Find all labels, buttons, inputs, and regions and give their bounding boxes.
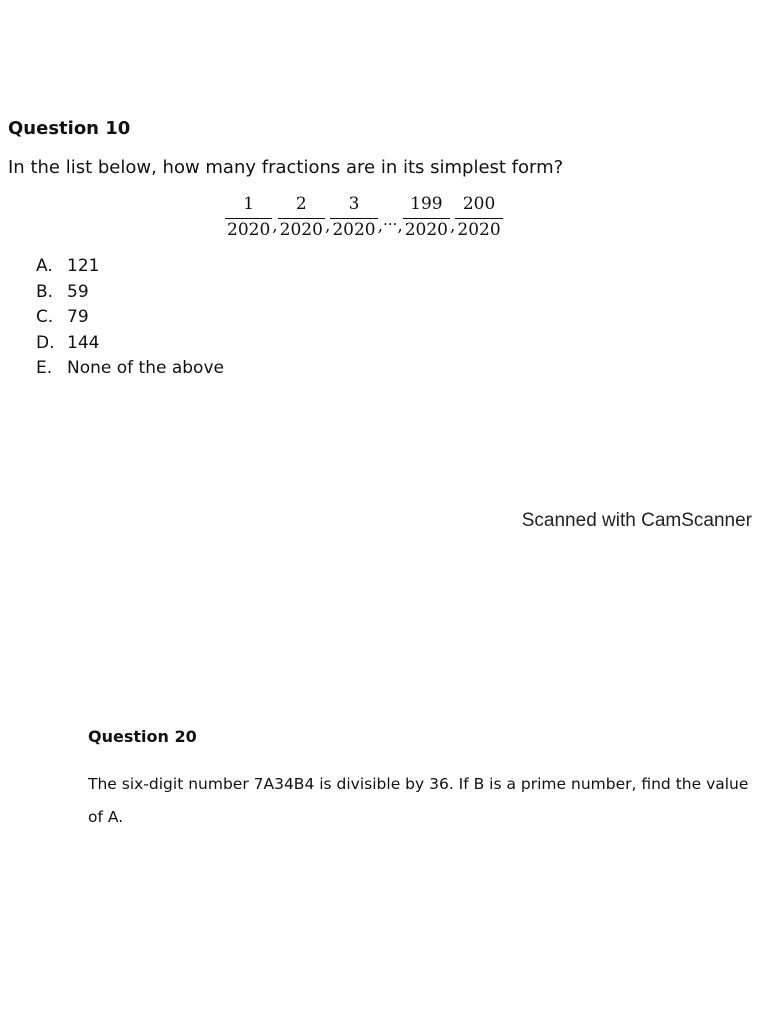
fraction xyxy=(403,193,450,241)
answer-option-e xyxy=(36,356,224,382)
fraction-numerator: 1 xyxy=(243,194,255,214)
option-text: 144 xyxy=(67,332,100,353)
fraction-list xyxy=(225,193,503,241)
option-letter: E. xyxy=(36,358,53,378)
fraction-separator: , xyxy=(377,216,384,236)
fraction-denominator: 2020 xyxy=(227,220,271,240)
option-text: 79 xyxy=(67,307,89,327)
fraction-denominator: 2020 xyxy=(404,220,448,240)
option-letter: D. xyxy=(36,332,55,353)
option-letter: C. xyxy=(36,307,54,327)
fraction-separator: , xyxy=(397,216,403,236)
question-20-title: Question 20 xyxy=(88,727,197,746)
question-20-text: The six-digit number 7A34B4 is divisible by 36. If B is a prime number, find the value of A. xyxy=(88,775,749,826)
question-10-prompt: In the list below, how many fractions are in its simplest form? xyxy=(8,157,564,178)
fraction-numerator: 200 xyxy=(462,194,496,214)
option-text: None of the above xyxy=(67,358,224,378)
camscanner-watermark: Scanned with CamScanner xyxy=(521,510,752,531)
answer-option-d xyxy=(36,331,224,357)
option-letter: B. xyxy=(36,281,54,302)
fraction-denominator: 2020 xyxy=(332,220,376,240)
fraction-separator: , xyxy=(450,216,456,236)
fraction-numerator: 199 xyxy=(410,194,443,214)
fraction-separator: , xyxy=(272,216,278,236)
fraction-denominator: 2020 xyxy=(457,220,501,240)
fraction-separator: , xyxy=(324,216,331,236)
option-letter: A. xyxy=(36,256,53,276)
answer-option-a xyxy=(36,254,224,280)
option-text: 59 xyxy=(67,281,89,302)
fraction-numerator: 3 xyxy=(348,194,360,214)
fraction xyxy=(225,193,272,241)
answer-option-c xyxy=(36,305,224,331)
fraction xyxy=(330,193,377,241)
answer-options xyxy=(36,254,224,382)
fraction xyxy=(455,193,502,241)
fraction-numerator: 2 xyxy=(295,194,307,214)
fraction-ellipsis: ... xyxy=(383,211,398,229)
question-10-title: Question 10 xyxy=(8,118,131,139)
option-text: 121 xyxy=(67,256,100,276)
fraction-denominator: 2020 xyxy=(279,220,323,240)
fraction xyxy=(278,193,325,241)
answer-option-b xyxy=(36,280,224,306)
